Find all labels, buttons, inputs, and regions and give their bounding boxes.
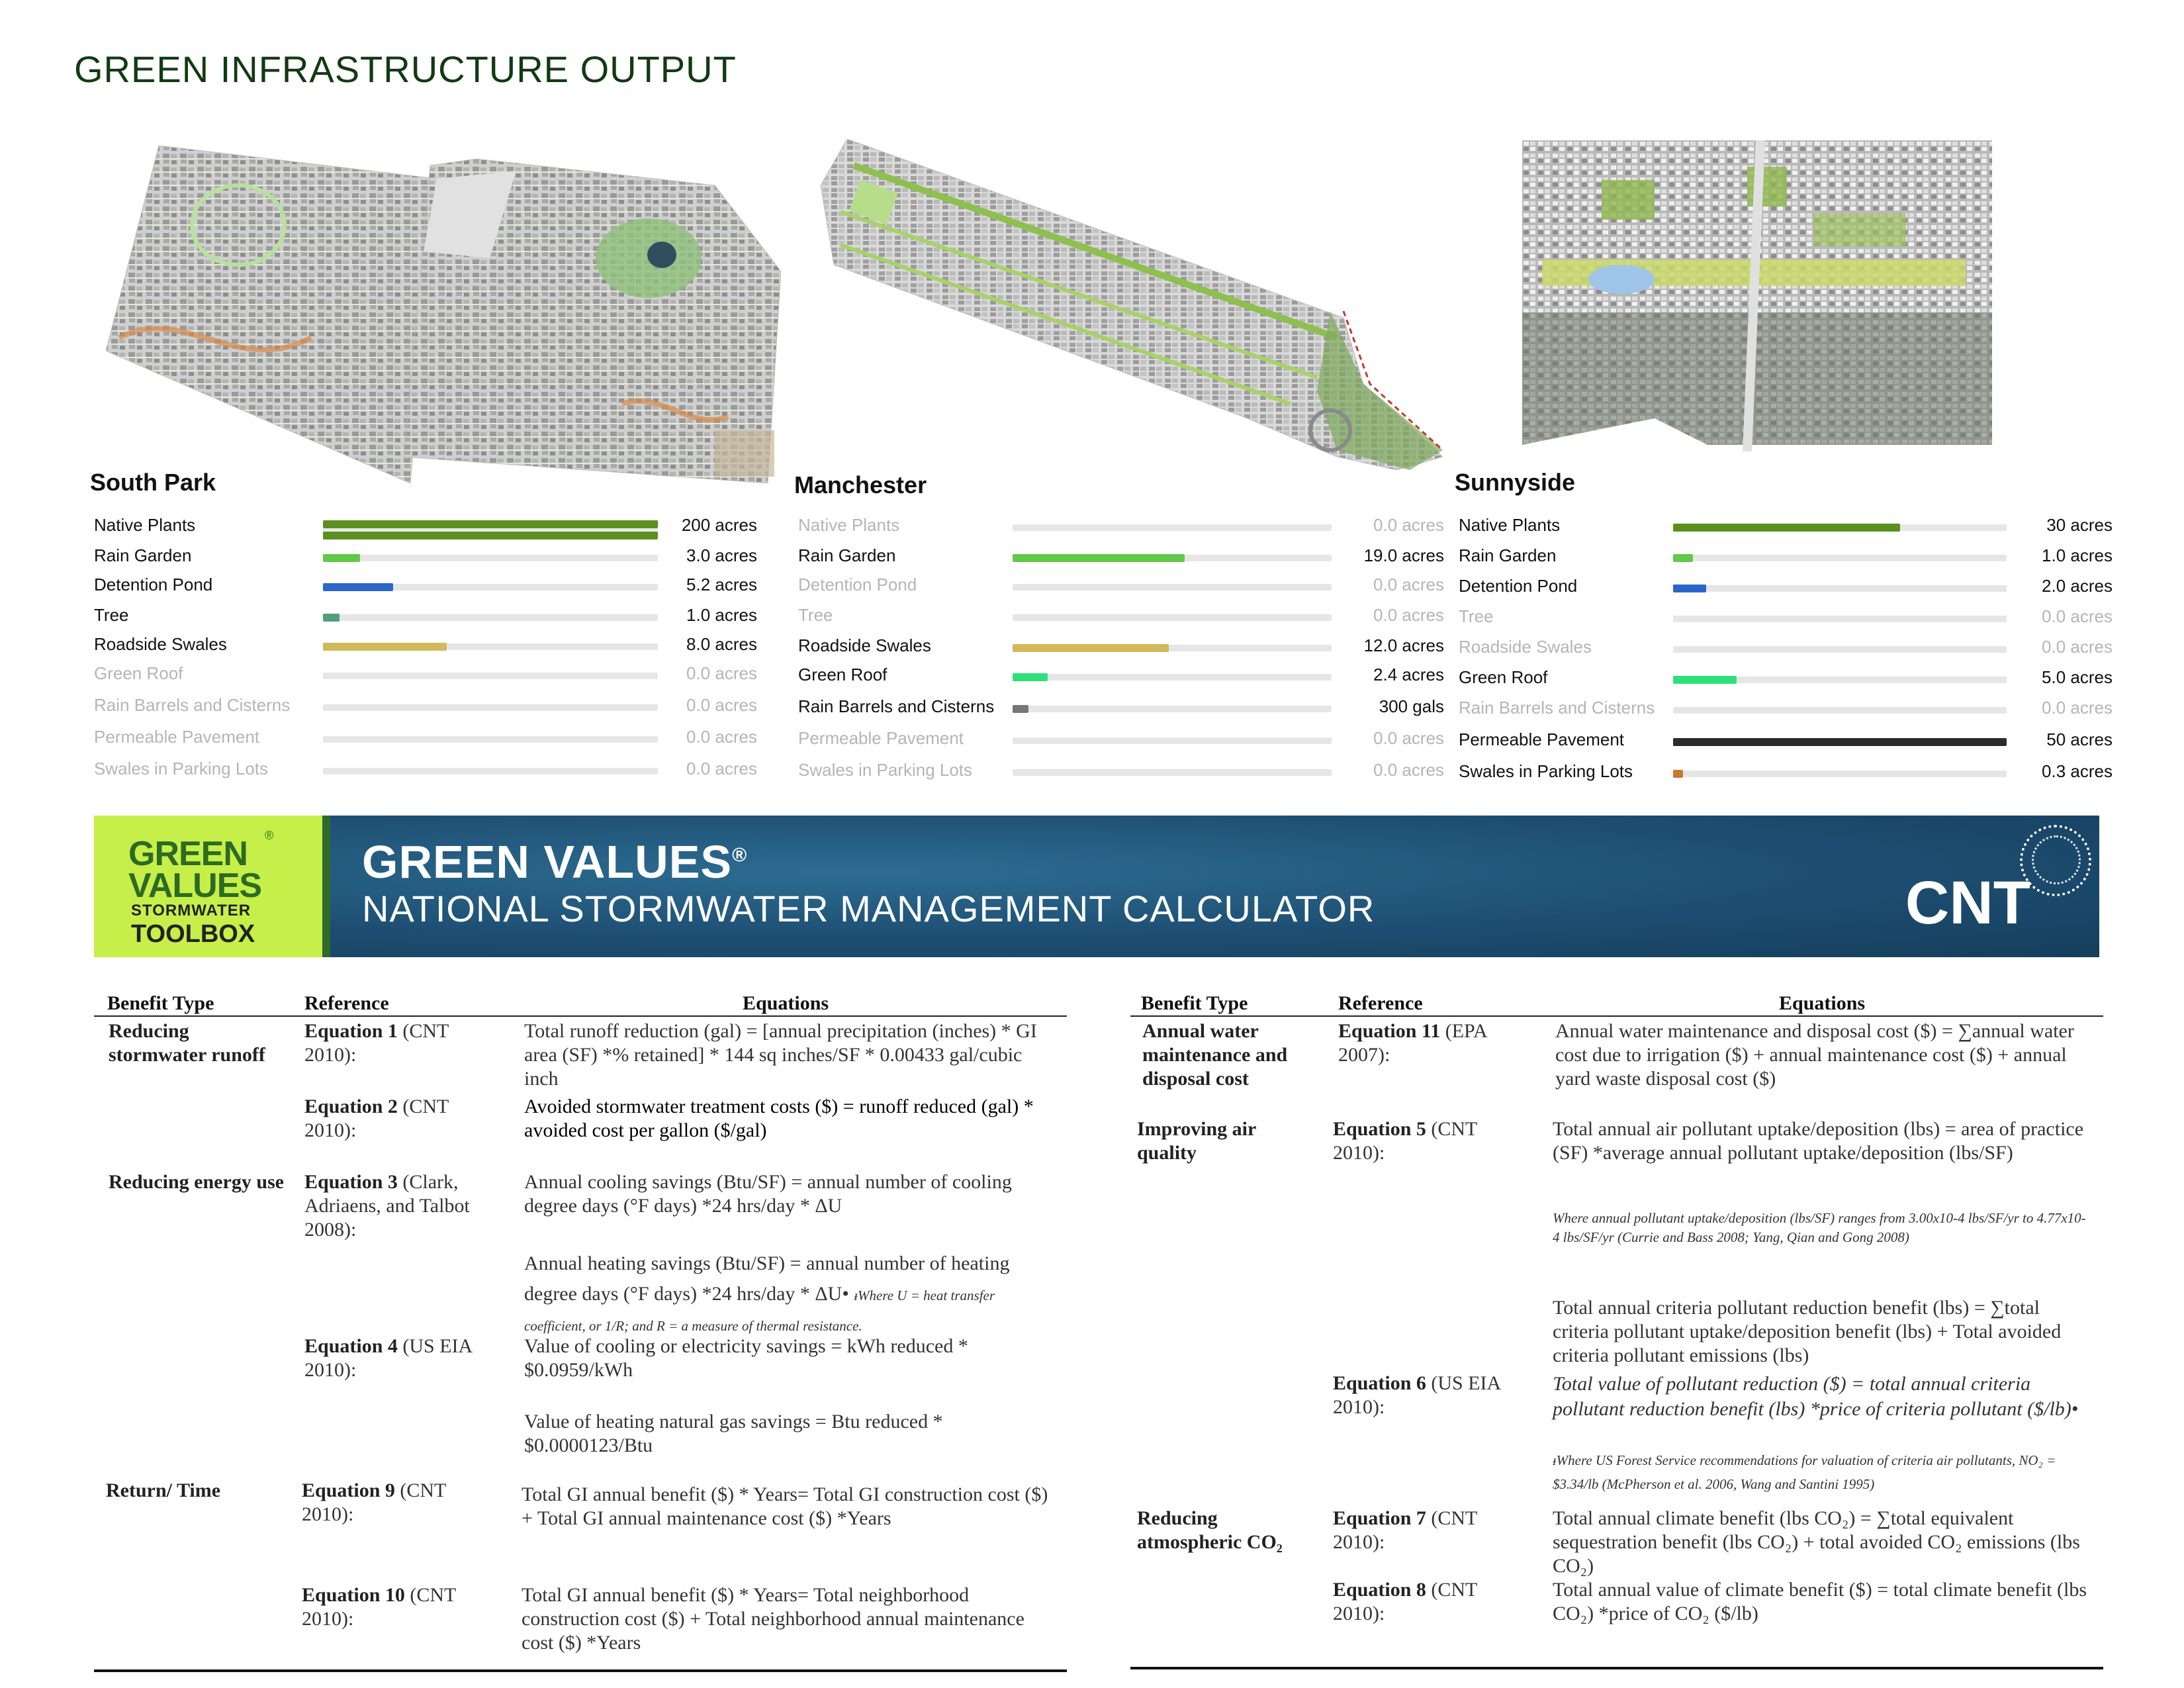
gi-bar-track — [323, 704, 658, 711]
cnt-logo: CNT — [1905, 869, 2030, 937]
gi-bar-track — [323, 736, 658, 743]
col-header-benefit-type: Benefit Type — [107, 992, 214, 1014]
right-table-bottom-rule — [1130, 1667, 2103, 1669]
gi-value: 0.0 acres — [2042, 606, 2113, 626]
gi-row — [90, 663, 764, 690]
gi-row — [794, 545, 1451, 572]
gi-type-label: Roadside Swales — [1459, 637, 1592, 657]
gi-bar-track — [323, 643, 658, 650]
equation-10: Total GI annual benefit ($) * Years= Total neighborhood construction cost ($) + Total neighborhood annual maintenance cost ($) *Years — [522, 1584, 1024, 1654]
gi-value: 50 acres — [2046, 729, 2113, 749]
gi-bar-track — [1673, 616, 2007, 622]
logo-registered-mark: ® — [265, 829, 274, 842]
gi-value: 0.0 acres — [2042, 637, 2113, 657]
gi-row — [90, 545, 764, 572]
gi-value: 5.2 acres — [686, 575, 757, 594]
gi-value: 2.0 acres — [2042, 576, 2113, 596]
gi-type-label: Tree — [798, 605, 833, 625]
gi-value: 0.0 acres — [686, 727, 757, 747]
sunnyside-map-image — [1522, 140, 1999, 451]
gi-row — [90, 759, 764, 785]
left-table-bottom-rule — [94, 1669, 1067, 1672]
gi-type-label: Native Plants — [1459, 515, 1561, 535]
gi-row — [90, 575, 764, 601]
gi-row — [1455, 729, 2119, 756]
gi-bar-track — [1673, 677, 2007, 683]
gi-bar-track — [323, 584, 658, 590]
gi-type-label: Swales in Parking Lots — [94, 759, 269, 778]
reference-eq3: Equation 3 (Clark, Adriaens, and Talbot 2008): — [304, 1171, 470, 1241]
equation-8: Total annual value of climate benefit ($) = total climate benefit (lbs CO₂) *price of CO₂ ($/lb) — [1553, 1579, 2087, 1624]
gi-type-label: Detention Pond — [94, 575, 213, 594]
gi-bar-track — [1673, 771, 2007, 777]
gi-row — [90, 695, 764, 722]
gi-value: 200 acres — [681, 515, 757, 535]
gi-type-label: Permeable Pavement — [94, 727, 260, 747]
gi-bar-track — [1013, 524, 1332, 531]
equation-2: Avoided stormwater treatment costs ($) = runoff reduced (gal) * avoided cost per gallon ($/gal) — [524, 1096, 1034, 1141]
gi-value: 0.0 acres — [1373, 575, 1444, 594]
gi-type-label: Tree — [1459, 606, 1494, 626]
gi-bar-fill — [1013, 644, 1169, 652]
gi-value: 0.0 acres — [686, 663, 757, 683]
equation-6-note: ᵻWhere US Forest Service recommendations for valuation of criteria air pollutants, NO₂ = $3.34/lb (McPherson et al. 2006, Wang and Santini 1995) — [1553, 1452, 2056, 1492]
gi-bar-fill — [1673, 524, 1900, 532]
gi-type-label: Swales in Parking Lots — [1459, 761, 1633, 781]
gi-row — [1455, 761, 2119, 788]
gi-bar-track — [1673, 524, 2007, 531]
gi-value: 19.0 acres — [1363, 545, 1444, 565]
gi-row — [794, 728, 1451, 755]
benefit-type-runoff: Reducing stormwater runoff — [109, 1020, 265, 1066]
gi-row — [1455, 698, 2119, 724]
gi-value: 8.0 acres — [686, 634, 757, 654]
gi-bar-fill-secondary — [323, 532, 658, 539]
gi-bar-track — [1673, 646, 2007, 653]
gi-bar-track — [323, 614, 658, 621]
gi-row — [1455, 606, 2119, 633]
gi-bar-fill — [1013, 705, 1028, 713]
green-values-banner — [94, 816, 2099, 957]
south-park-map-image — [93, 139, 781, 483]
gi-type-label: Green Roof — [798, 665, 887, 684]
manchester-map-image — [814, 139, 1449, 470]
reference-eq7: Equation 7 (CNT 2010): — [1333, 1507, 1477, 1553]
benefit-type-co2: Reducing atmospheric CO₂ — [1137, 1507, 1283, 1553]
gi-type-label: Roadside Swales — [94, 634, 227, 654]
gi-type-label: Green Roof — [1459, 667, 1548, 687]
gi-row — [794, 515, 1451, 541]
gi-bar-fill — [323, 554, 360, 562]
gi-value: 1.0 acres — [2042, 545, 2113, 565]
gi-bar-track — [1013, 769, 1332, 776]
gi-bar-track — [1673, 739, 2007, 745]
gi-bar-track — [1013, 674, 1332, 680]
reference-eq9: Equation 9 (CNT 2010): — [302, 1479, 446, 1525]
gi-value: 0.3 acres — [2042, 761, 2113, 781]
gi-bar-track — [1013, 614, 1332, 621]
equation-9: Total GI annual benefit ($) * Years= Total GI construction cost ($) + Total GI annual maintenance cost ($) *Years — [522, 1483, 1048, 1529]
gi-row — [794, 635, 1451, 662]
gi-bar-fill — [1673, 770, 1683, 778]
logo-text-toolbox: TOOLBOX — [131, 920, 255, 948]
logo-text-values: VALUES — [128, 867, 262, 905]
gi-row — [1455, 545, 2119, 572]
benefit-type-air: Improving air quality — [1137, 1118, 1256, 1164]
benefit-type-water: Annual water maintenance and disposal cost — [1142, 1020, 1288, 1090]
gi-row — [1455, 667, 2119, 694]
gi-bar-track — [323, 555, 658, 561]
gi-row — [794, 760, 1451, 786]
banner-heading: GREEN VALUES® — [362, 836, 748, 888]
gi-value: 30 acres — [2046, 515, 2113, 535]
gi-type-label: Permeable Pavement — [1459, 729, 1625, 749]
gi-bar-track — [1673, 585, 2007, 592]
equations-table-left — [94, 992, 1067, 1680]
gi-row — [90, 605, 764, 632]
district-name: South Park — [90, 469, 216, 496]
district-name: Manchester — [794, 471, 927, 498]
district-name: Sunnyside — [1455, 469, 1576, 496]
gi-value: 1.0 acres — [686, 605, 757, 625]
gi-bar-track — [1013, 555, 1332, 561]
gi-value: 0.0 acres — [2042, 698, 2113, 718]
header-rule — [94, 1015, 1067, 1017]
gi-bar-fill — [1013, 554, 1185, 562]
gi-type-label: Roadside Swales — [798, 635, 931, 655]
gi-type-label: Rain Barrels and Cisterns — [1459, 698, 1655, 718]
district-manchester — [794, 471, 1456, 789]
district-sunnyside — [1455, 469, 2116, 786]
green-values-toolbox-logo — [94, 816, 322, 957]
reference-eq10: Equation 10 (CNT 2010): — [302, 1584, 456, 1630]
gi-bar-fill — [1013, 673, 1048, 681]
gi-type-label: Native Plants — [94, 515, 196, 535]
gi-value: 0.0 acres — [1373, 728, 1444, 748]
gi-row — [90, 634, 764, 661]
gi-value: 0.0 acres — [1373, 605, 1444, 625]
equation-3-heating: Annual heating savings (Btu/SF) = annual number of heating degree days (°F days) *24 hrs/day * ΔU• ᵻWhere U = heat transfer coefficient, or 1/R; and R = a measure of thermal resistance. — [524, 1252, 1010, 1334]
gi-row — [90, 727, 764, 753]
header-rule — [1130, 1015, 2103, 1017]
equation-5-criteria: Total annual criteria pollutant reduction benefit (lbs) = ∑total criteria pollutant uptake/deposition benefit (lbs) + Total avoided criteria pollutant emissions (lbs) — [1553, 1297, 2062, 1366]
banner-subheading: NATIONAL STORMWATER MANAGEMENT CALCULATOR — [362, 888, 1375, 929]
gi-bar-fill — [323, 643, 447, 651]
gi-bar-track — [323, 524, 658, 531]
gi-row — [794, 696, 1451, 723]
reference-eq2: Equation 2 (CNT 2010): — [304, 1096, 449, 1141]
col-header-reference: Reference — [1338, 992, 1423, 1014]
gi-value: 5.0 acres — [2042, 667, 2113, 687]
district-south-park — [90, 469, 772, 786]
gi-type-label: Rain Garden — [1459, 545, 1557, 565]
equation-7: Total annual climate benefit (lbs CO₂) = ∑total equivalent sequestration benefit (lbs CO₂) + total avoided CO₂ emissions (lbs CO₂) — [1553, 1507, 2080, 1577]
gi-bar-fill — [1673, 585, 1706, 592]
gi-type-label: Detention Pond — [798, 575, 917, 594]
benefit-type-return: Return/ Time — [106, 1479, 221, 1501]
equation-3-cooling: Annual cooling savings (Btu/SF) = annual number of cooling degree days (°F days) *24 hrs/day * ΔU — [524, 1171, 1012, 1217]
gi-row — [1455, 515, 2119, 541]
gi-bar-track — [323, 673, 658, 679]
gi-type-label: Rain Garden — [798, 545, 896, 565]
equation-5-note: Where annual pollutant uptake/deposition (lbs/SF) ranges from 3.00x10-4 lbs/SF/yr to 4.77x10-4 lbs/SF/yr (Currie and Bass 2008; Yang, Qian and Gong 2008) — [1553, 1210, 2086, 1245]
gi-value: 0.0 acres — [686, 695, 757, 715]
reference-eq5: Equation 5 (CNT 2010): — [1333, 1118, 1477, 1164]
equation-4-heating: Value of heating natural gas savings = Btu reduced * $0.0000123/Btu — [524, 1411, 943, 1456]
gi-bar-track — [1013, 584, 1332, 590]
gi-type-label: Rain Barrels and Cisterns — [94, 695, 291, 715]
gi-bar-fill — [323, 583, 393, 591]
gi-type-label: Swales in Parking Lots — [798, 760, 973, 780]
equation-1: Total runoff reduction (gal) = [annual precipitation (inches) * GI area (SF) *% retained] * 144 sq inches/SF * 0.00433 gal/cubic inch — [524, 1020, 1037, 1090]
gi-row — [794, 605, 1451, 632]
gi-type-label: Detention Pond — [1459, 576, 1578, 596]
gi-value: 0.0 acres — [1373, 760, 1444, 780]
reference-eq1: Equation 1 (CNT 2010): — [304, 1020, 449, 1066]
gi-value: 300 gals — [1379, 696, 1444, 716]
cnt-logo-inner-ring-icon — [2032, 835, 2081, 884]
gi-row — [794, 575, 1451, 601]
col-header-reference: Reference — [304, 992, 389, 1014]
benefit-type-energy: Reducing energy use — [109, 1171, 284, 1193]
gi-type-label: Tree — [94, 605, 129, 625]
equations-table-right — [1130, 992, 2103, 1680]
reference-eq11: Equation 11 (EPA 2007): — [1338, 1020, 1486, 1066]
gi-type-label: Permeable Pavement — [798, 728, 964, 748]
gi-bar-track — [1673, 555, 2007, 561]
gi-row — [90, 515, 764, 541]
gi-row — [794, 665, 1451, 691]
gi-type-label: Rain Garden — [94, 545, 192, 565]
gi-value: 2.4 acres — [1373, 665, 1444, 684]
gi-bar-fill — [1673, 554, 1693, 562]
gi-bar-fill — [1673, 676, 1737, 684]
col-header-equations: Equations — [743, 992, 829, 1014]
gi-value: 12.0 acres — [1363, 635, 1444, 655]
gi-bar-track — [323, 768, 658, 774]
equation-6: Total value of pollutant reduction ($) = total annual criteria pollutant reduction benefit (lbs) *price of criteria pollutant ($/lb)• — [1553, 1373, 2079, 1420]
reference-eq6: Equation 6 (US EIA 2010): — [1333, 1372, 1500, 1418]
col-header-equations: Equations — [1779, 992, 1866, 1014]
reference-eq4: Equation 4 (US EIA 2010): — [304, 1335, 472, 1381]
col-header-benefit-type: Benefit Type — [1141, 992, 1248, 1014]
logo-text-green: GREEN — [128, 835, 248, 873]
calculator-title-panel — [322, 816, 2099, 957]
gi-bar-track — [1013, 737, 1332, 744]
gi-bar-track — [1673, 707, 2007, 714]
gi-type-label: Rain Barrels and Cisterns — [798, 696, 995, 716]
gi-bar-fill — [323, 520, 658, 528]
gi-row — [1455, 576, 2119, 602]
reference-eq8: Equation 8 (CNT 2010): — [1333, 1579, 1477, 1624]
gi-bar-fill — [323, 614, 340, 622]
gi-bar-fill — [1673, 738, 2007, 746]
equation-11: Annual water maintenance and disposal cost ($) = ∑annual water cost due to irrigation ($) + annual maintenance cost ($) + annual yard waste disposal cost ($) — [1555, 1020, 2074, 1090]
gi-value: 3.0 acres — [686, 545, 757, 565]
gi-bar-track — [1013, 645, 1332, 651]
gi-row — [1455, 637, 2119, 663]
gi-value: 0.0 acres — [686, 759, 757, 778]
gi-type-label: Green Roof — [94, 663, 183, 683]
gi-bar-track — [1013, 706, 1332, 712]
page-title: GREEN INFRASTRUCTURE OUTPUT — [74, 48, 737, 90]
gi-value: 0.0 acres — [1373, 515, 1444, 535]
gi-type-label: Native Plants — [798, 515, 900, 535]
equation-5: Total annual air pollutant uptake/deposition (lbs) = area of practice (SF) *average annual pollutant uptake/deposition (lbs/SF) — [1553, 1118, 2084, 1164]
equation-4-cooling: Value of cooling or electricity savings = kWh reduced * $0.0959/kWh — [524, 1335, 968, 1381]
logo-text-stormwater: STORMWATER — [131, 902, 251, 919]
